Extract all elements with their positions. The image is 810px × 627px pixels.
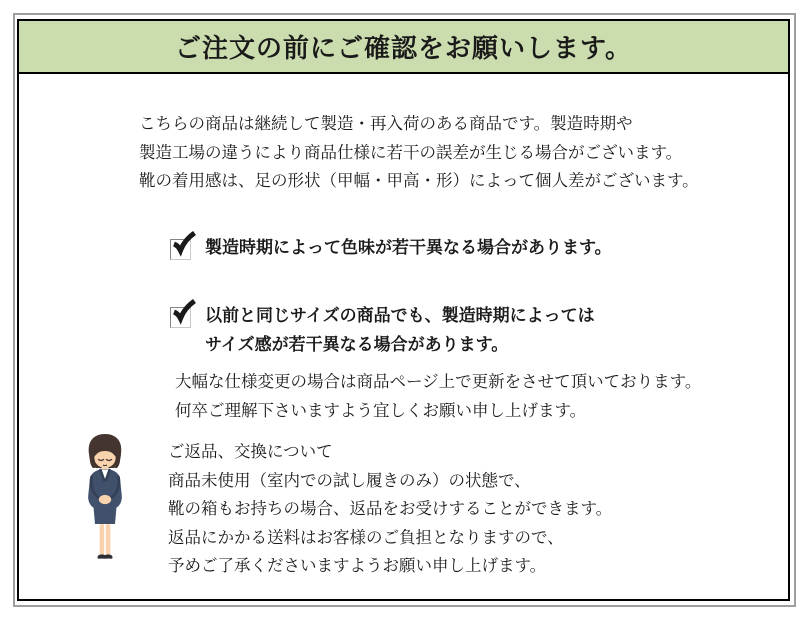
checklist-item-label: 以前と同じサイズの商品でも、製造時期によっては サイズ感が若干異なる場合があります。 bbox=[205, 306, 595, 354]
checklist-item-label: 製造時期によって色味が若干異なる場合があります。 bbox=[205, 238, 612, 257]
check-mark-icon bbox=[171, 230, 198, 257]
check-mark-icon bbox=[171, 298, 198, 325]
inner-black-frame bbox=[17, 19, 790, 601]
intro-paragraph bbox=[139, 110, 699, 196]
spec-change-paragraph bbox=[175, 368, 701, 425]
notice-line: 何卒ご理解下さいますよう宜しくお願い申し上げます。 bbox=[175, 401, 587, 420]
checkbox-checked bbox=[170, 307, 191, 328]
returns-line: 返品にかかる送料はお客様のご負担となりますので、 bbox=[168, 528, 564, 547]
returns-line: ご返品、交換について bbox=[168, 443, 333, 461]
intro-line: 靴の着用感は、足の形状（甲幅・甲高・形）によって個人差がございます。 bbox=[139, 172, 699, 190]
returns-line: 商品未使用（室内での試し履きのみ）の状態で、 bbox=[168, 471, 531, 490]
notice-header bbox=[19, 21, 788, 74]
returns-paragraph bbox=[168, 438, 612, 581]
outer-gray-frame bbox=[13, 13, 796, 607]
returns-line: 靴の箱もお持ちの場合、返品をお受けすることができます。 bbox=[168, 500, 613, 518]
checkbox-checked bbox=[170, 239, 191, 260]
checklist-item-color bbox=[170, 232, 612, 263]
intro-line: こちらの商品は継続して製造・再入荷のある商品です。製造時期や bbox=[139, 115, 633, 133]
intro-line: 製造工場の違うにより商品仕様に若干の誤差が生じる場合がございます。 bbox=[139, 143, 683, 162]
checklist-item-size bbox=[170, 300, 595, 359]
notice-line: 大幅な仕様変更の場合は商品ページ上で更新をさせて頂いております。 bbox=[175, 373, 702, 391]
notice-body bbox=[19, 74, 788, 599]
returns-line: 予めご了承くださいますようお願い申し上げます。 bbox=[168, 557, 547, 575]
bowing-businesswoman-illustration bbox=[76, 426, 134, 568]
page-title: ご注文の前にご確認をお願いします。 bbox=[175, 33, 632, 63]
